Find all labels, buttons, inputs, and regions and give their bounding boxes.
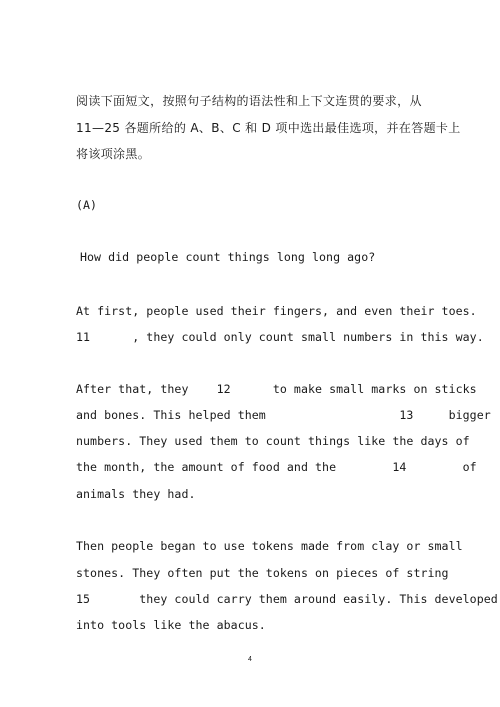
instruction-line-3: 将该项涂黑。 (76, 147, 151, 161)
paragraph-1-line-2: 11 , they could only count small numbers in this way. (76, 330, 484, 344)
instruction-line-1: 阅读下面短文，按照句子结构的语法性和上下文连贯的要求，从 (76, 94, 422, 108)
passage-title: How did people count things long long ago? (80, 250, 376, 264)
paragraph-1-line-1: At first, people used their fingers, and even their toes. (76, 304, 477, 318)
section-label: (A) (76, 198, 98, 212)
instruction-line-2: 11—25 各题所给的 A、B、C 和 D 项中选出最佳选项，并在答题卡上 (76, 121, 461, 135)
paragraph-3-line-3: 15 they could carry them around easily. This developed (76, 592, 498, 606)
paragraph-2-line-3: numbers. They used them to count things like the days of (76, 434, 470, 448)
page-number: 4 (248, 656, 252, 663)
paragraph-2-line-5: animals they had. (76, 487, 196, 501)
paragraph-2-line-2: and bones. This helped them 13 bigger (76, 408, 491, 422)
paragraph-2-line-4: the month, the amount of food and the 14 of (76, 460, 477, 474)
paragraph-2-line-1: After that, they 12 to make small marks on sticks (76, 382, 477, 396)
paragraph-3-line-4: into tools like the abacus. (76, 618, 266, 632)
paragraph-3-line-1: Then people began to use tokens made from clay or small (76, 539, 463, 553)
paragraph-3-line-2: stones. They often put the tokens on pieces of string (76, 566, 449, 580)
